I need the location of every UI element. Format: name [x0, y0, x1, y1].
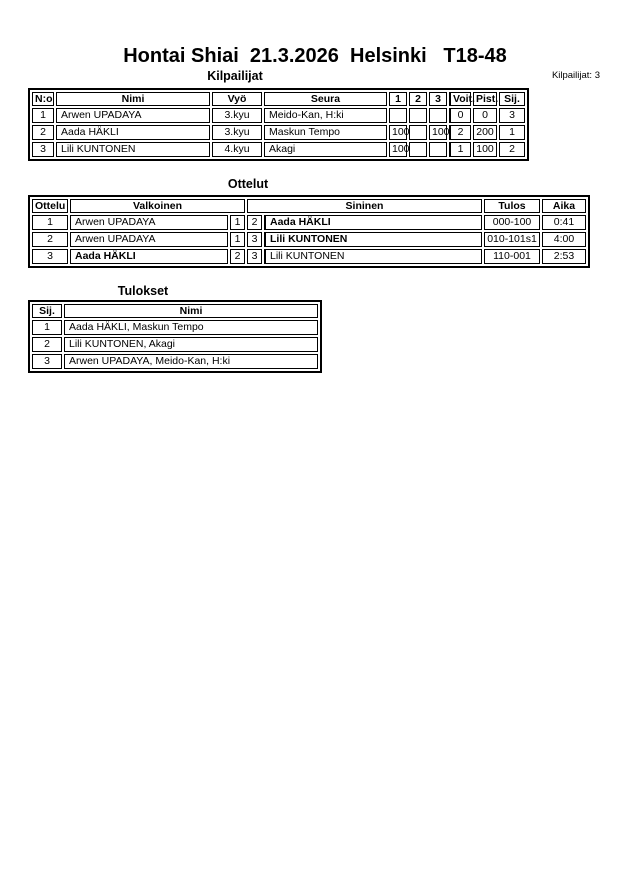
cell-white-name: Arwen UPADAYA — [70, 232, 228, 247]
competitor-count-label: Kilpailijat: 3 — [551, 70, 600, 81]
cell-competitor-club: Maskun Tempo — [264, 125, 387, 140]
cell-result-name: Aada HÄKLI, Maskun Tempo — [64, 320, 318, 335]
cell-competitor-belt: 3.kyu — [212, 125, 262, 140]
cell-result: 110-001 — [484, 249, 540, 264]
cell-competitor-no: 2 — [32, 125, 54, 140]
cell-white-number: 1 — [230, 232, 245, 247]
cell-competitor-club: Akagi — [264, 142, 387, 157]
cell-wins: 0 — [449, 108, 471, 123]
cell-match3-score — [429, 108, 447, 123]
cell-result-place: 1 — [32, 320, 62, 335]
cell-result-name: Arwen UPADAYA, Meido-Kan, H:ki — [64, 354, 318, 369]
page-title: Hontai Shiai 21.3.2026 Helsinki T18-48 — [123, 45, 507, 67]
cell-time: 0:41 — [542, 215, 586, 230]
cell-competitor-no: 1 — [32, 108, 54, 123]
cell-points: 100 — [473, 142, 497, 157]
cell-white-name: Arwen UPADAYA — [70, 215, 228, 230]
cell-white-number: 2 — [230, 249, 245, 264]
col-header-wins: Voit. — [449, 92, 471, 106]
col-header-name: Nimi — [64, 304, 318, 318]
competitors-table — [28, 88, 529, 161]
cell-match-no: 3 — [32, 249, 68, 264]
cell-place: 1 — [499, 125, 525, 140]
col-header-belt: Vyö — [212, 92, 262, 106]
table-row — [32, 108, 525, 123]
cell-blue-number: 3 — [247, 232, 262, 247]
cell-white-name: Aada HÄKLI — [70, 249, 228, 264]
col-header-white: Valkoinen — [70, 199, 245, 213]
cell-match2-score — [409, 142, 427, 157]
table-row — [32, 232, 586, 247]
cell-competitor-belt: 4.kyu — [212, 142, 262, 157]
cell-match1-score — [389, 108, 407, 123]
cell-result-place: 3 — [32, 354, 62, 369]
col-header-points: Pist. — [473, 92, 497, 106]
cell-place: 2 — [499, 142, 525, 157]
results-section-title: Tulokset — [117, 284, 169, 298]
table-row — [32, 337, 318, 352]
results-header-row — [32, 304, 318, 318]
competitors-section-title: Kilpailijat — [207, 69, 263, 83]
cell-blue-name: Aada HÄKLI — [264, 215, 482, 230]
cell-match-no: 2 — [32, 232, 68, 247]
col-header-name: Nimi — [56, 92, 210, 106]
cell-time: 2:53 — [542, 249, 586, 264]
cell-points: 0 — [473, 108, 497, 123]
cell-result-name: Lili KUNTONEN, Akagi — [64, 337, 318, 352]
cell-wins: 2 — [449, 125, 471, 140]
cell-competitor-name: Arwen UPADAYA — [56, 108, 210, 123]
cell-match2-score — [409, 125, 427, 140]
results-table — [28, 300, 322, 373]
cell-match2-score — [409, 108, 427, 123]
col-header-time: Aika — [542, 199, 586, 213]
competitors-header-row — [32, 92, 525, 106]
col-header-no: N:o — [32, 92, 54, 106]
cell-wins: 1 — [449, 142, 471, 157]
col-header-match: Ottelu — [32, 199, 68, 213]
col-header-place: Sij. — [32, 304, 62, 318]
col-header-blue: Sininen — [247, 199, 482, 213]
cell-match-no: 1 — [32, 215, 68, 230]
table-row — [32, 125, 525, 140]
matches-header-row — [32, 199, 586, 213]
cell-blue-number: 3 — [247, 249, 262, 264]
cell-blue-number: 2 — [247, 215, 262, 230]
col-header-match2: 2 — [409, 92, 427, 106]
col-header-result: Tulos — [484, 199, 540, 213]
cell-match1-score: 100 — [389, 142, 407, 157]
cell-place: 3 — [499, 108, 525, 123]
cell-match3-score: 100 — [429, 125, 447, 140]
col-header-match3: 3 — [429, 92, 447, 106]
table-row — [32, 142, 525, 157]
cell-result: 000-100 — [484, 215, 540, 230]
cell-competitor-name: Lili KUNTONEN — [56, 142, 210, 157]
cell-competitor-name: Aada HÄKLI — [56, 125, 210, 140]
matches-section-title: Ottelut — [227, 177, 269, 191]
cell-competitor-no: 3 — [32, 142, 54, 157]
cell-points: 200 — [473, 125, 497, 140]
col-header-place: Sij. — [499, 92, 525, 106]
matches-table — [28, 195, 590, 268]
cell-white-number: 1 — [230, 215, 245, 230]
cell-competitor-belt: 3.kyu — [212, 108, 262, 123]
col-header-club: Seura — [264, 92, 387, 106]
table-row — [32, 249, 586, 264]
cell-competitor-club: Meido-Kan, H:ki — [264, 108, 387, 123]
table-row — [32, 320, 318, 335]
table-row — [32, 215, 586, 230]
cell-match1-score: 100 — [389, 125, 407, 140]
table-row — [32, 354, 318, 369]
cell-time: 4:00 — [542, 232, 586, 247]
cell-result: 010-101s1 — [484, 232, 540, 247]
cell-blue-name: Lili KUNTONEN — [264, 249, 482, 264]
cell-result-place: 2 — [32, 337, 62, 352]
col-header-match1: 1 — [389, 92, 407, 106]
cell-match3-score — [429, 142, 447, 157]
cell-blue-name: Lili KUNTONEN — [264, 232, 482, 247]
